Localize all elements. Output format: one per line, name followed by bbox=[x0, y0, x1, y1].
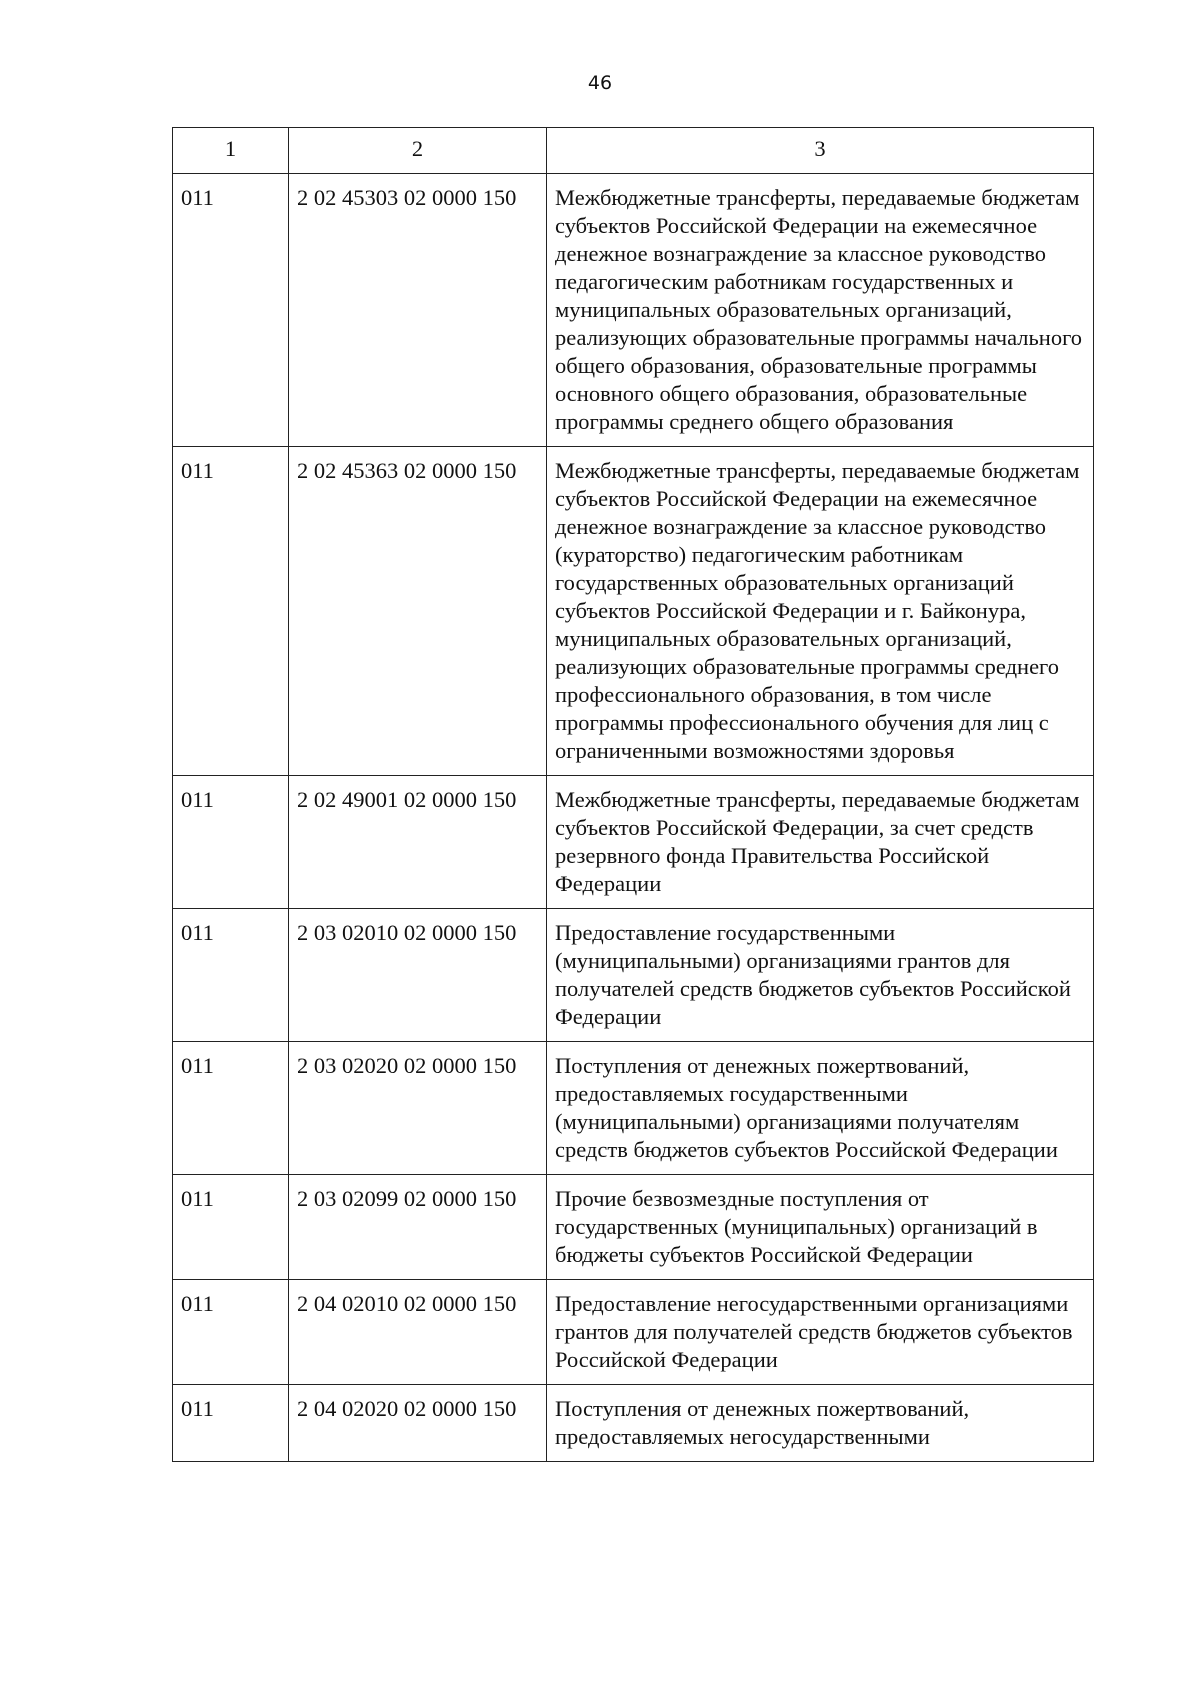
revenue-code-cell: 2 03 02010 02 0000 150 bbox=[289, 909, 547, 1042]
revenue-name-cell: Межбюджетные трансферты, передаваемые бюджетам субъектов Российской Федерации на ежемесячное денежное вознаграждение за классное руководство педагогическим работникам государственных и муниципальных образовательных организаций, реализующих образовательные программы начального общего образования, образовательные программы основного общего образования, образовательные программы среднего общего образования bbox=[547, 174, 1094, 447]
revenue-code-cell: 2 02 45303 02 0000 150 bbox=[289, 174, 547, 447]
revenue-name-cell: Поступления от денежных пожертвований, предоставляемых государственными (муниципальными) организациями получателям средств бюджетов субъектов Российской Федерации bbox=[547, 1042, 1094, 1175]
column-header-2: 2 bbox=[289, 128, 547, 174]
revenue-code-cell: 2 04 02010 02 0000 150 bbox=[289, 1280, 547, 1385]
table-row bbox=[173, 1042, 1094, 1175]
revenue-code-cell: 2 04 02020 02 0000 150 bbox=[289, 1385, 547, 1462]
admin-code-cell: 011 bbox=[173, 1280, 289, 1385]
table-row bbox=[173, 447, 1094, 776]
revenue-name-cell: Прочие безвозмездные поступления от государственных (муниципальных) организаций в бюджеты субъектов Российской Федерации bbox=[547, 1175, 1094, 1280]
revenue-name-cell: Межбюджетные трансферты, передаваемые бюджетам субъектов Российской Федерации на ежемесячное денежное вознаграждение за классное руководство (кураторство) педагогическим работникам государственных образовательных организаций субъектов Российской Федерации и г. Байконура, муниципальных образовательных организаций, реализующих образовательные программы среднего профессионального образования, в том числе программы профессионального обучения для лиц с ограниченными возможностями здоровья bbox=[547, 447, 1094, 776]
revenue-name-cell: Межбюджетные трансферты, передаваемые бюджетам субъектов Российской Федерации, за счет средств резервного фонда Правительства Российской Федерации bbox=[547, 776, 1094, 909]
admin-code-cell: 011 bbox=[173, 447, 289, 776]
table-row bbox=[173, 909, 1094, 1042]
admin-code-cell: 011 bbox=[173, 1385, 289, 1462]
budget-classification-table bbox=[172, 127, 1094, 1462]
admin-code-cell: 011 bbox=[173, 776, 289, 909]
table-header-row bbox=[173, 128, 1094, 174]
revenue-name-cell: Предоставление государственными (муниципальными) организациями грантов для получателей средств бюджетов субъектов Российской Федерации bbox=[547, 909, 1094, 1042]
admin-code-cell: 011 bbox=[173, 1042, 289, 1175]
admin-code-cell: 011 bbox=[173, 174, 289, 447]
column-header-3: 3 bbox=[547, 128, 1094, 174]
table-row bbox=[173, 1175, 1094, 1280]
revenue-code-cell: 2 03 02099 02 0000 150 bbox=[289, 1175, 547, 1280]
column-header-1: 1 bbox=[173, 128, 289, 174]
revenue-code-cell: 2 03 02020 02 0000 150 bbox=[289, 1042, 547, 1175]
table-row bbox=[173, 776, 1094, 909]
admin-code-cell: 011 bbox=[173, 909, 289, 1042]
revenue-name-cell: Предоставление негосударственными организациями грантов для получателей средств бюджетов субъектов Российской Федерации bbox=[547, 1280, 1094, 1385]
table-row bbox=[173, 1280, 1094, 1385]
page-number: 46 bbox=[587, 72, 613, 94]
revenue-code-cell: 2 02 49001 02 0000 150 bbox=[289, 776, 547, 909]
table-row bbox=[173, 174, 1094, 447]
revenue-name-cell: Поступления от денежных пожертвований, предоставляемых негосударственными bbox=[547, 1385, 1094, 1462]
table-row bbox=[173, 1385, 1094, 1462]
admin-code-cell: 011 bbox=[173, 1175, 289, 1280]
revenue-code-cell: 2 02 45363 02 0000 150 bbox=[289, 447, 547, 776]
